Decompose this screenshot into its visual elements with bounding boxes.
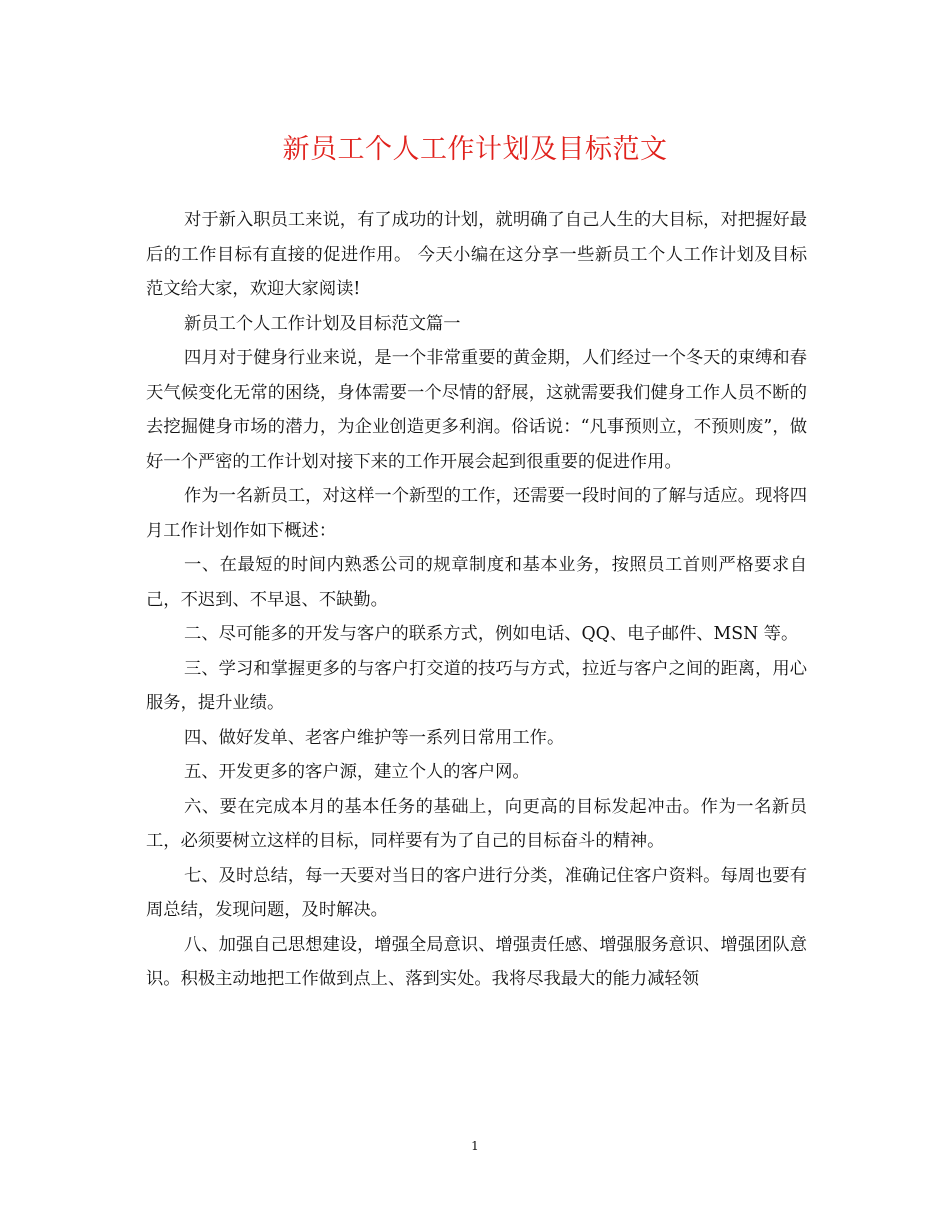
section-heading: 新员工个人工作计划及目标范文篇一 (184, 313, 461, 334)
list-item: 七、及时总结，每一天要对当日的客户进行分类，准确记住客户资料。每周也要有周总结，发现问题，及时解决。 (146, 865, 807, 920)
page-number: 1 (471, 1139, 479, 1153)
list-item: 二、尽可能多的开发与客户的联系方式，例如电话、QQ、电子邮件、MSN 等。 (184, 624, 799, 644)
list-item: 六、要在完成本月的基本任务的基础上，向更高的目标发起冲击。作为一名新员工，必须要树立这样的目标，同样要有为了自己的目标奋斗的精神。 (146, 796, 807, 851)
list-item: 五、开发更多的客户源，建立个人的客户网。 (184, 762, 530, 782)
list-item: 四、做好发单、老客户维护等一系列日常用工作。 (184, 727, 565, 748)
document-title: 新员工个人工作计划及目标范文 (282, 134, 668, 165)
document-body (146, 203, 807, 997)
list-item: 八、加强自己思想建设，增强全局意识、增强责任感、增强服务意识、增强团队意识。积极主动地把工作做到点上、落到实处。我将尽我最大的能力减轻领 (146, 934, 807, 989)
paragraph-intro: 对于新入职员工来说，有了成功的计划，就明确了自己人生的大目标，对把握好最后的工作目标有直接的促进作用。 今天小编在这分享一些新员工个人工作计划及目标范文给大家，欢迎大家阅读! (146, 210, 807, 299)
paragraph: 作为一名新员工，对这样一个新型的工作，还需要一段时间的了解与适应。现将四月工作计划作如下概述： (146, 486, 807, 541)
list-item: 一、在最短的时间内熟悉公司的规章制度和基本业务，按照员工首则严格要求自己，不迟到、不早退、不缺勤。 (146, 555, 807, 610)
list-item: 三、学习和掌握更多的与客户打交道的技巧与方式，拉近与客户之间的距离，用心服务，提升业绩。 (146, 658, 807, 713)
paragraph: 四月对于健身行业来说，是一个非常重要的黄金期，人们经过一个冬天的束缚和春天气候变化无常的困绕，身体需要一个尽情的舒展，这就需要我们健身工作人员不断的去挖掘健身市场的潜力，为企业创造更多利润。俗话说：“凡事预则立，不预则废”，做好一个严密的工作计划对接下来的工作开展会起到很重要的促进作用。 (146, 348, 807, 472)
